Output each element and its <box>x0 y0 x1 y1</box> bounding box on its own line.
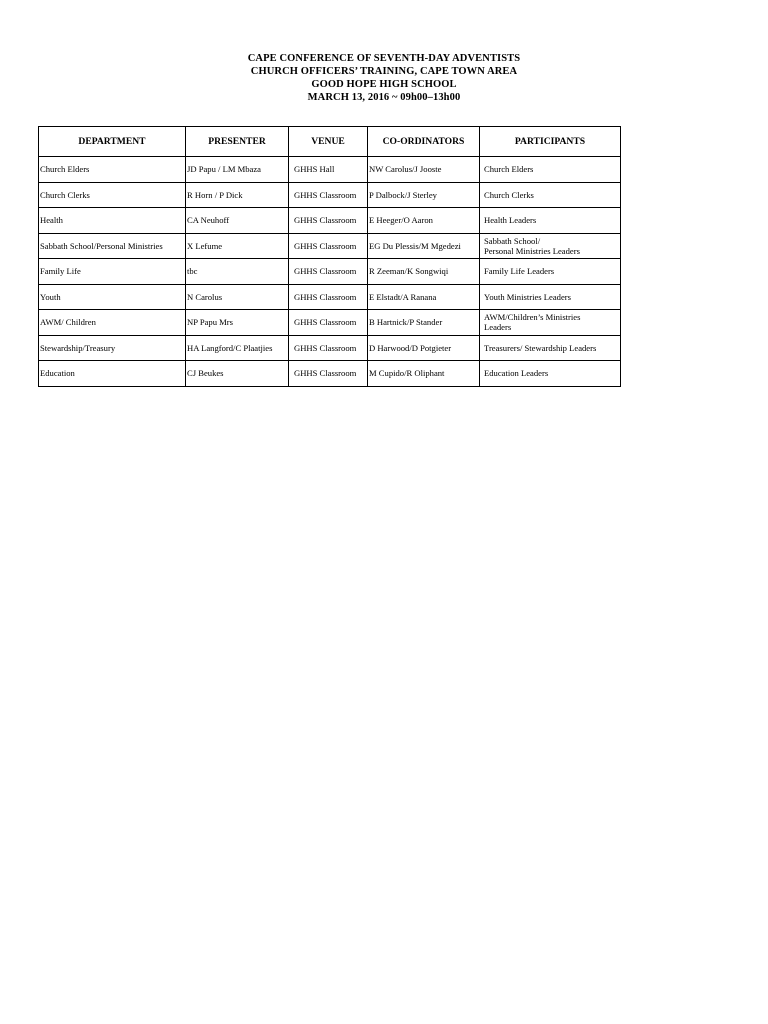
presenter-cell: R Horn / P Dick <box>186 182 289 208</box>
department-cell: Church Clerks <box>39 182 186 208</box>
column-header-presenter: PRESENTER <box>186 127 289 157</box>
presenter-cell: JD Papu / LM Mbaza <box>186 157 289 183</box>
presenter-cell: X Lefume <box>186 233 289 259</box>
coordinators-cell: E Heeger/O Aaron <box>368 208 480 234</box>
coordinators-cell: B Hartnick/P Stander <box>368 310 480 336</box>
participants-cell <box>480 361 621 387</box>
participants-cell <box>480 208 621 234</box>
participants-line: AWM/Children’s Ministries <box>484 312 581 323</box>
participants-cell <box>480 259 621 285</box>
coordinators-cell: M Cupido/R Oliphant <box>368 361 480 387</box>
table-row <box>39 157 621 183</box>
venue-cell: GHHS Classroom <box>289 284 368 310</box>
table-row <box>39 284 621 310</box>
document-header <box>0 52 768 104</box>
table-row <box>39 208 621 234</box>
department-cell: Family Life <box>39 259 186 285</box>
venue-cell: GHHS Classroom <box>289 335 368 361</box>
participants-line: Leaders <box>484 322 512 333</box>
department-cell: Sabbath School/Personal Ministries <box>39 233 186 259</box>
organization-title: CAPE CONFERENCE OF SEVENTH-DAY ADVENTISTS <box>247 53 521 64</box>
department-cell: Education <box>39 361 186 387</box>
department-cell: Health <box>39 208 186 234</box>
venue-cell: GHHS Classroom <box>289 259 368 285</box>
participants-line: Family Life Leaders <box>484 266 555 277</box>
venue-cell: GHHS Classroom <box>289 361 368 387</box>
participants-line: Education Leaders <box>484 368 549 379</box>
participants-line: Treasurers/ Stewardship Leaders <box>484 342 597 353</box>
venue-title: GOOD HOPE HIGH SCHOOL <box>311 79 457 90</box>
participants-cell <box>480 157 621 183</box>
column-header-coordinators: CO-ORDINATORS <box>368 127 480 157</box>
department-cell: Church Elders <box>39 157 186 183</box>
column-header-venue: VENUE <box>289 127 368 157</box>
coordinators-cell: EG Du Plessis/M Mgedezi <box>368 233 480 259</box>
event-title: CHURCH OFFICERS’ TRAINING, CAPE TOWN AREA <box>250 66 518 77</box>
presenter-cell: HA Langford/C Plaatjies <box>186 335 289 361</box>
presenter-cell: NP Papu Mrs <box>186 310 289 336</box>
presenter-cell: N Carolus <box>186 284 289 310</box>
presenter-cell: CJ Beukes <box>186 361 289 387</box>
department-cell: Stewardship/Treasury <box>39 335 186 361</box>
presenter-cell: CA Neuhoff <box>186 208 289 234</box>
participants-cell <box>480 335 621 361</box>
participants-line: Youth Ministries Leaders <box>484 291 571 302</box>
training-schedule-table <box>38 126 621 387</box>
venue-cell: GHHS Classroom <box>289 233 368 259</box>
participants-line: Health Leaders <box>484 215 537 226</box>
venue-cell: GHHS Classroom <box>289 208 368 234</box>
coordinators-cell: D Harwood/D Potgieter <box>368 335 480 361</box>
participants-cell <box>480 310 621 336</box>
table-row <box>39 182 621 208</box>
column-header-participants: PARTICIPANTS <box>480 127 621 157</box>
table-row <box>39 233 621 259</box>
table-header-row <box>39 127 621 157</box>
table-row <box>39 335 621 361</box>
coordinators-cell: NW Carolus/J Jooste <box>368 157 480 183</box>
participants-cell <box>480 233 621 259</box>
department-cell: Youth <box>39 284 186 310</box>
venue-cell: GHHS Classroom <box>289 310 368 336</box>
table-row <box>39 259 621 285</box>
coordinators-cell: E Elstadt/A Ranana <box>368 284 480 310</box>
participants-line: Church Clerks <box>484 189 534 200</box>
table-row <box>39 361 621 387</box>
coordinators-cell: P Dalbock/J Sterley <box>368 182 480 208</box>
participants-cell <box>480 182 621 208</box>
column-header-department: DEPARTMENT <box>39 127 186 157</box>
participants-cell <box>480 284 621 310</box>
participants-line: Church Elders <box>484 164 534 175</box>
event-date-time: MARCH 13, 2016 ~ 09h00–13h00 <box>307 92 461 103</box>
table-row <box>39 310 621 336</box>
participants-line: Personal Ministries Leaders <box>484 245 580 256</box>
department-cell: AWM/ Children <box>39 310 186 336</box>
venue-cell: GHHS Hall <box>289 157 368 183</box>
participants-line: Sabbath School/ <box>484 235 541 246</box>
venue-cell: GHHS Classroom <box>289 182 368 208</box>
coordinators-cell: R Zeeman/K Songwiqi <box>368 259 480 285</box>
presenter-cell: tbc <box>186 259 289 285</box>
